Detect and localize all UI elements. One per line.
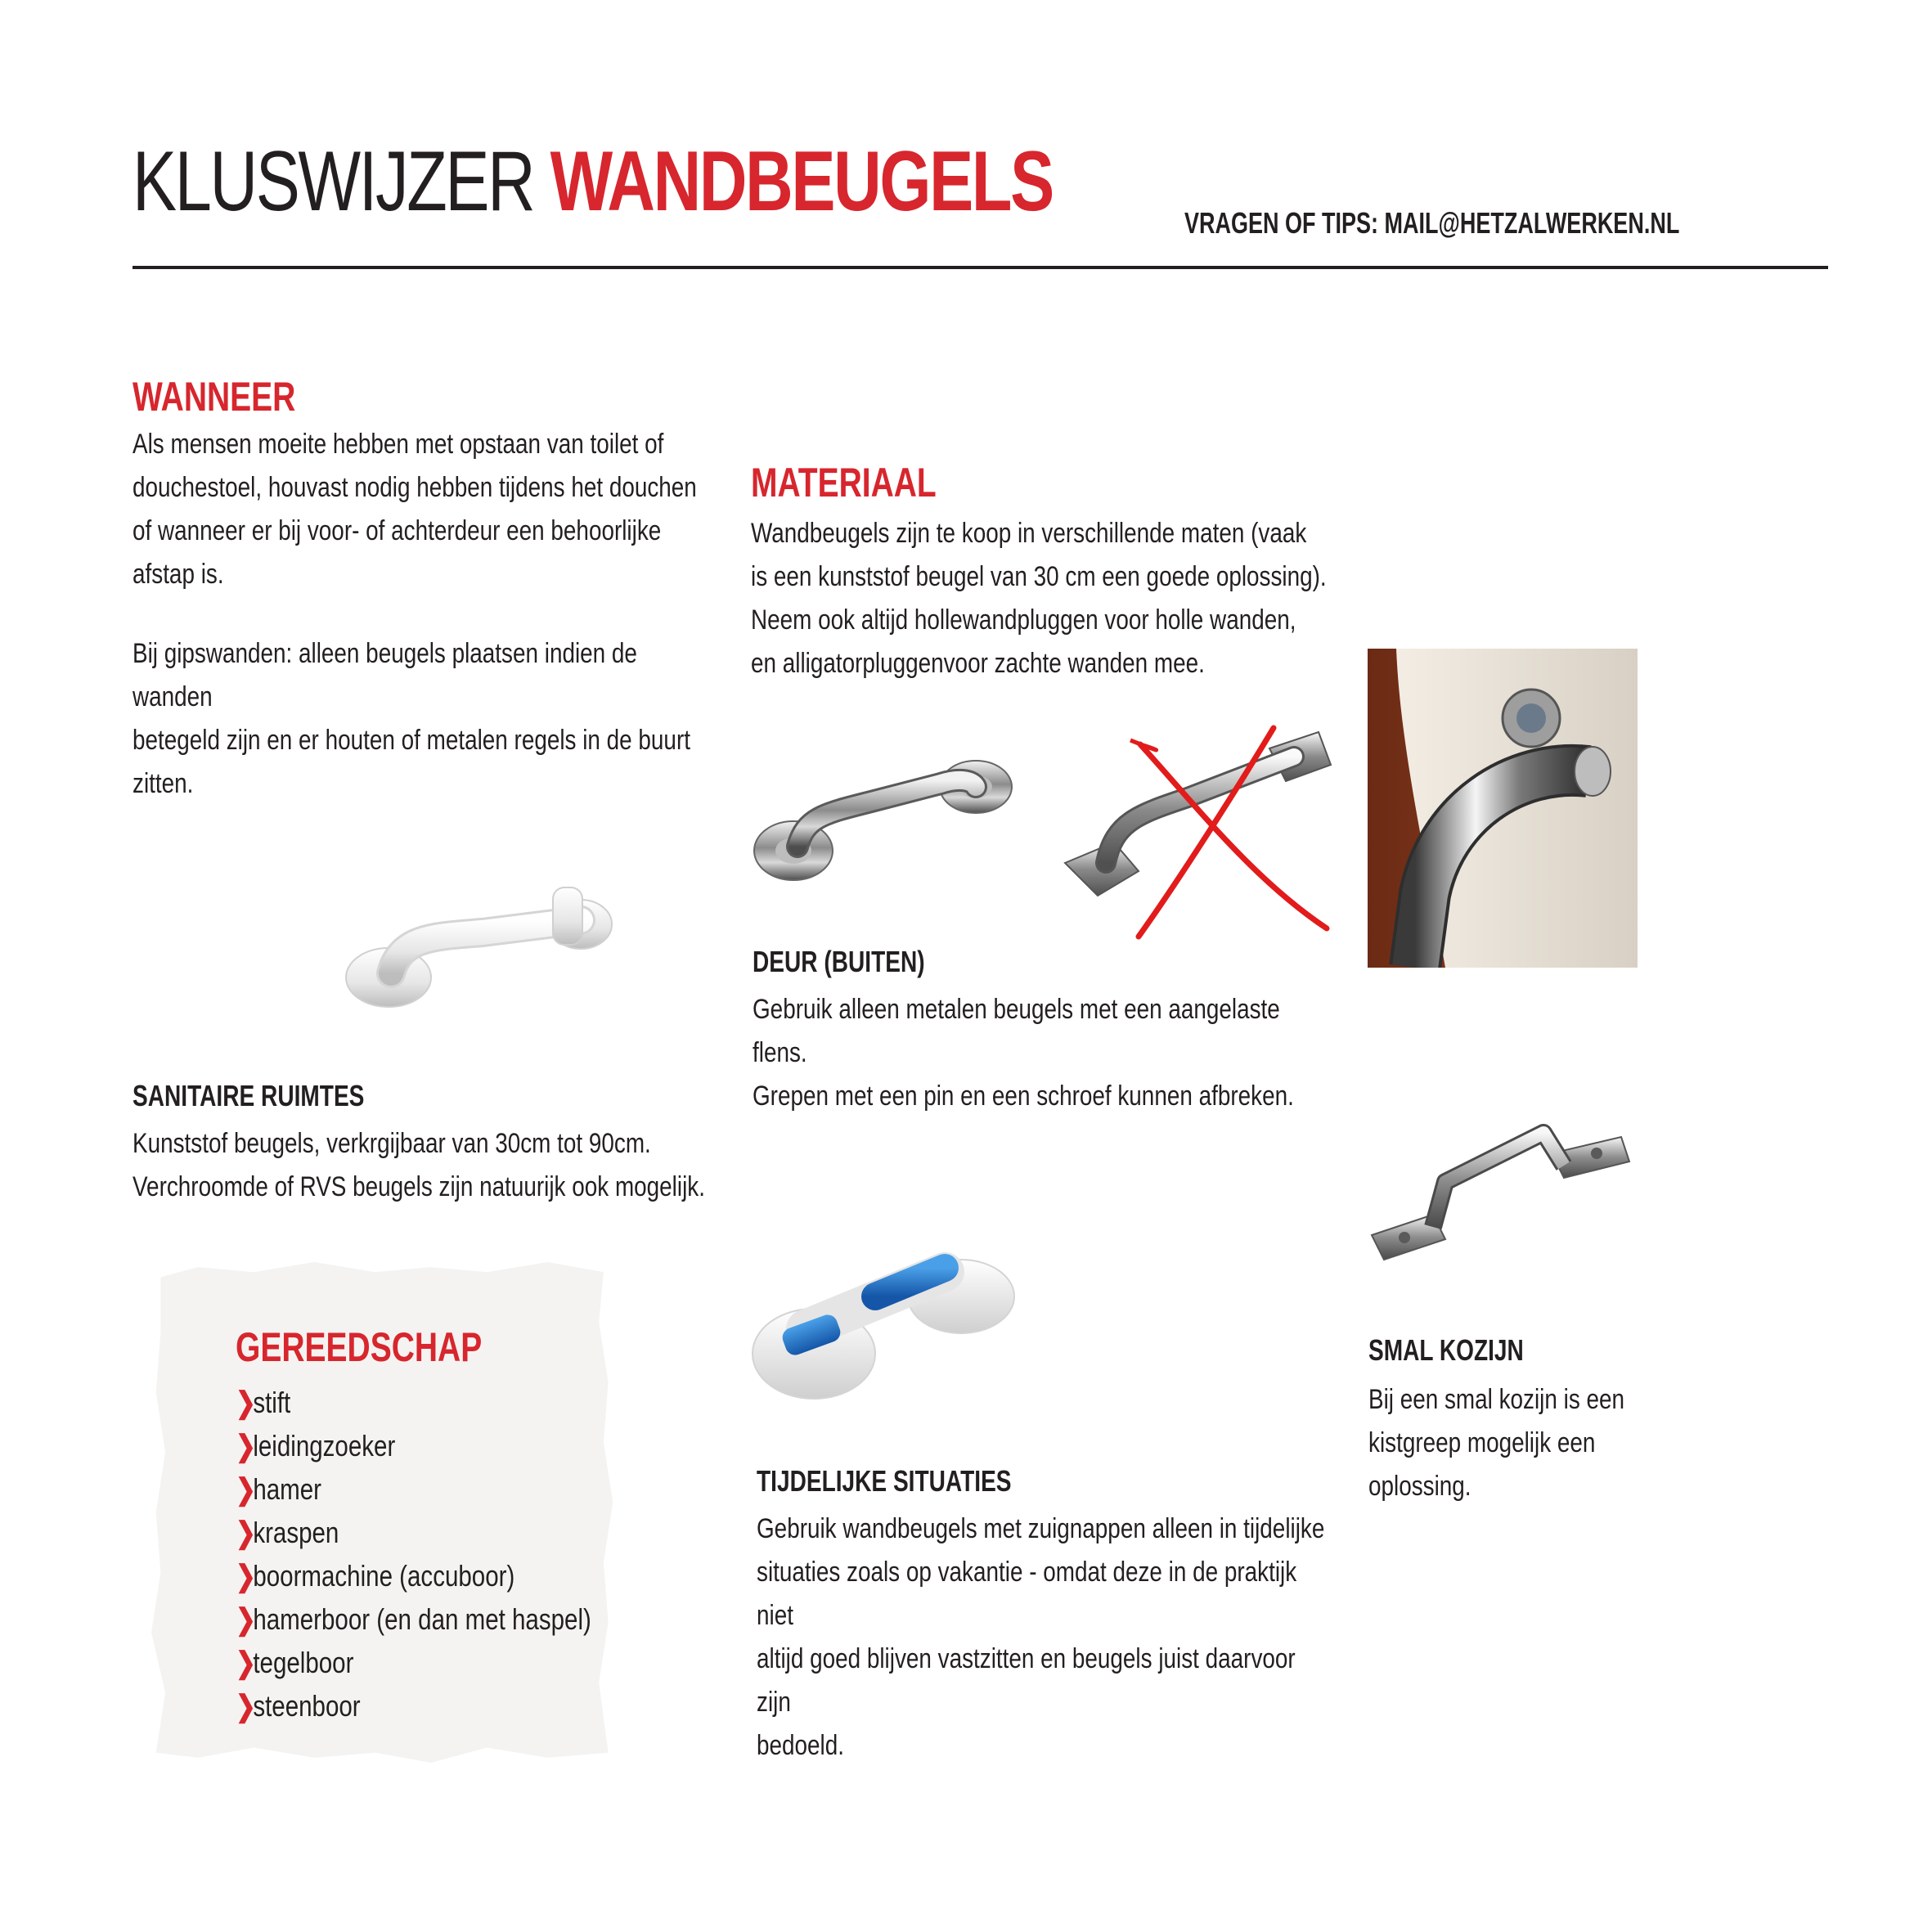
- chevron-right-icon: ❯: [236, 1472, 256, 1506]
- text-line: situaties zoals op vakantie - omdat deze in de praktijk niet: [757, 1557, 1297, 1631]
- chevron-right-icon: ❯: [236, 1516, 256, 1549]
- tools-list: [236, 1381, 591, 1728]
- page-title-light: KLUSWIJZER: [133, 134, 534, 229]
- white-plastic-grab-bar-photo: [335, 855, 622, 1018]
- chevron-right-icon: ❯: [236, 1646, 256, 1679]
- list-item: [236, 1641, 591, 1684]
- chevron-right-icon: ❯: [236, 1602, 256, 1636]
- tijdelijk-heading: TIJDELIJKE SITUATIES: [757, 1464, 1012, 1498]
- text-line: is een kunststof beugel van 30 cm een goede oplossing).: [751, 561, 1327, 592]
- text-line: kistgreep mogelijk een: [1368, 1427, 1596, 1458]
- materiaal-heading: MATERIAAL: [751, 460, 937, 505]
- text-line: Grepen met een pin en een schroef kunnen afbreken.: [753, 1081, 1294, 1112]
- tool-name: boormachine (accuboor): [253, 1559, 515, 1593]
- wanneer-heading: WANNEER: [133, 374, 296, 420]
- tool-name: hamerboor (en dan met haspel): [253, 1602, 591, 1636]
- tool-name: kraspen: [253, 1516, 339, 1549]
- tijdelijk-text: [757, 1507, 1333, 1768]
- sanitair-text: [133, 1122, 709, 1209]
- tool-name: leidingzoeker: [253, 1429, 396, 1462]
- text-line: Gebruik wandbeugels met zuignappen alleen in tijdelijke: [757, 1513, 1325, 1544]
- chevron-right-icon: ❯: [236, 1386, 256, 1419]
- text-line: zitten.: [133, 768, 194, 799]
- text-line: douchestoel, houvast nodig hebben tijdens het douchen: [133, 472, 697, 503]
- list-item: [236, 1511, 591, 1554]
- text-line: en alligatorpluggenvoor zachte wanden mee.: [751, 648, 1205, 679]
- list-item: [236, 1467, 591, 1511]
- list-item: [236, 1381, 591, 1424]
- tool-name: stift: [253, 1386, 291, 1419]
- text-line: oplossing.: [1368, 1471, 1471, 1502]
- text-line: afstap is.: [133, 559, 224, 590]
- text-line: Als mensen moeite hebben met opstaan van toilet of: [133, 429, 664, 460]
- text-line: betegeld zijn en er houten of metalen regels in de buurt: [133, 725, 690, 756]
- crossed-out-grab-bar-photo: [1049, 699, 1347, 965]
- sanitair-heading: SANITAIRE RUIMTES: [133, 1079, 365, 1112]
- chrome-grab-bar-photo: [748, 736, 1027, 900]
- contact-line: VRAGEN OF TIPS: MAIL@HETZALWERKEN.NL: [1184, 206, 1680, 240]
- deur-text: [753, 988, 1329, 1118]
- deur-heading: DEUR (BUITEN): [753, 945, 925, 978]
- materiaal-text: [751, 512, 1328, 685]
- tools-heading: GEREEDSCHAP: [236, 1324, 483, 1370]
- door-handle-photo: [1368, 649, 1638, 968]
- list-item: [236, 1424, 591, 1467]
- text-line: Kunststof beugels, verkrgijbaar van 30cm tot 90cm.: [133, 1128, 651, 1159]
- text-line: of wanneer er bij voor- of achterdeur een behoorlijke: [133, 515, 662, 546]
- tool-name: hamer: [253, 1472, 321, 1506]
- kozijn-heading: SMAL KOZIJN: [1368, 1333, 1524, 1367]
- text-line: altijd goed blijven vastzitten en beugels juist daarvoor zijn: [757, 1643, 1296, 1718]
- text-line: Gebruik alleen metalen beugels met een aangelaste flens.: [753, 994, 1280, 1068]
- chest-handle-photo: [1368, 1117, 1638, 1264]
- list-item: [236, 1597, 591, 1641]
- list-item: [236, 1554, 591, 1597]
- chevron-right-icon: ❯: [236, 1689, 256, 1723]
- text-line: Wandbeugels zijn te koop in verschillende maten (vaak: [751, 518, 1307, 549]
- text-line: Bij gipswanden: alleen beugels plaatsen indien de wanden: [133, 638, 637, 712]
- tool-name: steenboor: [253, 1689, 361, 1723]
- chevron-right-icon: ❯: [236, 1429, 256, 1462]
- list-item: [236, 1684, 591, 1728]
- header-divider: [133, 266, 1828, 269]
- text-line: Verchroomde of RVS beugels zijn natuurijk ook mogelijk.: [133, 1171, 705, 1202]
- text-line: Bij een smal kozijn is een: [1368, 1384, 1625, 1415]
- tool-name: tegelboor: [253, 1646, 354, 1679]
- page-title-bold: WANDBEUGELS: [550, 134, 1053, 229]
- suction-cup-grab-bar-photo: [748, 1231, 1027, 1407]
- page-title: [133, 134, 1053, 229]
- wanneer-text: [133, 423, 709, 806]
- text-line: bedoeld.: [757, 1730, 844, 1761]
- kozijn-text: [1368, 1378, 1670, 1508]
- chevron-right-icon: ❯: [236, 1559, 256, 1593]
- text-line: Neem ook altijd hollewandpluggen voor holle wanden,: [751, 604, 1296, 636]
